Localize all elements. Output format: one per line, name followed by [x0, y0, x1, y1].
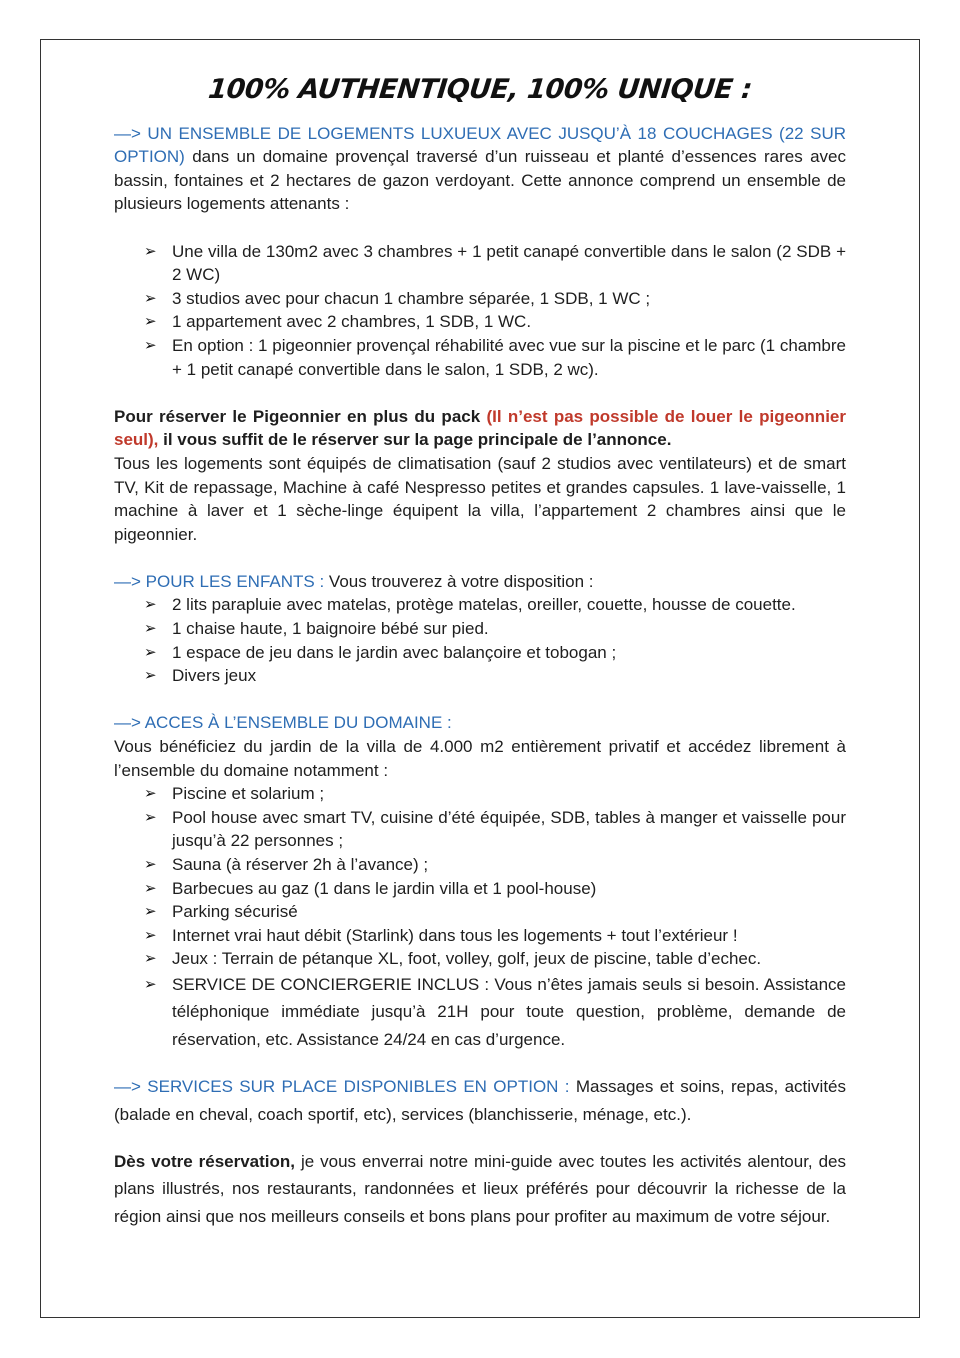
kids-list — [114, 593, 846, 687]
list-item: ➢ En option : 1 pigeonnier provençal réhabilité avec vue sur la piscine et le parc (1 chambre + 1 petit canapé convertible dans le salon, 1 SDB, 2 wc). — [144, 335, 846, 379]
page-title: 100% AUTHENTIQUE, 100% UNIQUE : — [206, 74, 754, 105]
pigeonnier-lead: Pour réserver le Pigeonnier en plus du pack — [114, 406, 487, 426]
arrow-bullet-icon: ➢ — [144, 643, 157, 661]
list-item: ➢ Internet vrai haut débit (Starlink) dans tous les logements + tout l’extérieur ! — [114, 924, 846, 948]
services-heading: —> SERVICES SUR PLACE DISPONIBLES EN OPTION : — [114, 1077, 570, 1097]
units-list — [114, 240, 846, 382]
kids-paragraph: —> POUR LES ENFANTS : Vous trouverez à votre disposition : — [114, 571, 594, 591]
closing-paragraph: Dès votre réservation, je vous enverrai notre mini-guide avec toutes les activités alentour, des plans illustrés, nos restaurants, randonnées et lieux préférés pour découvrir la richesse de la région ainsi que nos meilleurs conseils et bons plans pour profiter au maximum de votre séjour. — [114, 1152, 846, 1226]
arrow-bullet-icon: ➢ — [144, 903, 157, 921]
document-body — [114, 74, 846, 1230]
arrow-bullet-icon: ➢ — [144, 785, 157, 803]
intro-heading: —> UN ENSEMBLE DE LOGEMENTS LUXUEUX AVEC JUSQU’À 18 COUCHAGES (22 SUR OPTION) — [114, 123, 846, 167]
arrow-bullet-icon: ➢ — [144, 336, 157, 354]
arrow-bullet-icon: ➢ — [144, 926, 157, 944]
arrow-bullet-icon: ➢ — [144, 808, 157, 826]
list-item: ➢ Jeux : Terrain de pétanque XL, foot, volley, golf, jeux de piscine, table d’echec. — [114, 947, 846, 971]
kids-heading: —> POUR LES ENFANTS : — [114, 571, 325, 591]
list-item: ➢ Piscine et solarium ; — [114, 782, 846, 806]
list-item: ➢ Barbecues au gaz (1 dans le jardin villa et 1 pool-house) — [114, 877, 846, 901]
arrow-bullet-icon: ➢ — [144, 879, 157, 897]
list-item: ➢ Parking sécurisé — [114, 900, 846, 924]
arrow-bullet-icon: ➢ — [144, 856, 157, 873]
list-item: ➢ 1 appartement avec 2 chambres, 1 SDB, 1 WC. — [114, 310, 846, 334]
access-list — [114, 782, 846, 1053]
arrow-bullet-icon: ➢ — [144, 975, 157, 993]
list-item: ➢ Divers jeux — [114, 664, 846, 688]
arrow-bullet-icon: ➢ — [144, 596, 157, 614]
pigeonnier-cont: il vous suffit de le réserver sur la page principale de l’annonce. — [158, 430, 672, 450]
intro-paragraph — [114, 122, 846, 216]
pigeonnier-paragraph — [114, 405, 846, 452]
list-item: ➢ Sauna (à réserver 2h à l’avance) ; — [114, 853, 846, 877]
arrow-bullet-icon: ➢ — [144, 242, 157, 260]
equipment-paragraph: Tous les logements sont équipés de climatisation (sauf 2 studios avec ventilateurs) et de smart TV, Kit de repassage, Machine à café Nespresso petites et grandes capsules. 1 lave-vaisselle, 1 machine à laver et 1 sèche-linge équipent la villa, l’appartement 2 chambres ainsi que le pigeonnier. — [114, 453, 846, 544]
list-item: ➢ 3 studios avec pour chacun 1 chambre séparée, 1 SDB, 1 WC ; — [114, 287, 846, 311]
access-heading: —> ACCES À L’ENSEMBLE DU DOMAINE : — [114, 713, 452, 733]
services-paragraph: —> SERVICES SUR PLACE DISPONIBLES EN OPTION : Massages et soins, repas, activités (balade en cheval, coach sportif, etc), services (blanchisserie, ménage, etc.). — [114, 1077, 846, 1124]
list-item: ➢ 2 lits parapluie avec matelas, protège matelas, oreiller, couette, housse de couette. — [114, 593, 846, 617]
list-item: ➢ 1 espace de jeu dans le jardin avec balançoire et tobogan ; — [114, 641, 846, 665]
list-item: ➢ 1 chaise haute, 1 baignoire bébé sur pied. — [114, 617, 846, 641]
arrow-bullet-icon: ➢ — [144, 313, 157, 331]
arrow-bullet-icon: ➢ — [144, 950, 157, 968]
closing-lead: Dès votre réservation, — [114, 1152, 296, 1171]
list-item-concierge: ➢ SERVICE DE CONCIERGERIE INCLUS : Vous n’êtes jamais seuls si besoin. Assistance téléphonique immédiate jusqu’à 21H pour toute question, problème, demande de réservation, etc. Assistance 24/24 en cas d’urgence. — [114, 971, 846, 1053]
access-text: Vous bénéficiez du jardin de la villa de 4.000 m2 entièrement privatif et accédez librement à l’ensemble du domaine notamment : — [114, 737, 846, 780]
arrow-bullet-icon: ➢ — [144, 289, 157, 307]
arrow-bullet-icon: ➢ — [144, 620, 157, 638]
pigeonnier-warning: (Il n’est pas possible de louer le pigeonnier seul), — [114, 406, 846, 450]
intro-text: dans un domaine provençal traversé d’un ruisseau et planté d’essences rares avec bassin, fontaines et 2 hectares de gazon verdoyant. Cette annonce comprend un ensemble de plusieurs logements attenants : — [114, 147, 846, 214]
list-item: ➢ Une villa de 130m2 avec 3 chambres + 1 petit canapé convertible dans le salon (2 SDB + 2 WC) — [144, 241, 846, 285]
list-item: ➢ Pool house avec smart TV, cuisine d’été équipée, SDB, tables à manger et vaisselle pour jusqu’à 22 personnes ; — [144, 807, 846, 851]
arrow-bullet-icon: ➢ — [144, 667, 157, 685]
